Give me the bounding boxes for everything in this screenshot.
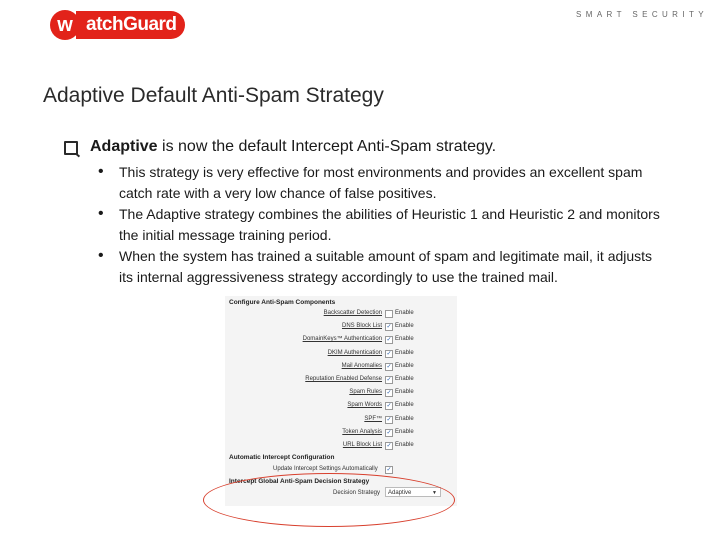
component-checkbox[interactable]: ✓ [386, 429, 392, 436]
component-row [225, 374, 457, 386]
component-checkbox[interactable]: ✓ [386, 350, 392, 357]
components-heading: Configure Anti-Spam Components [229, 299, 336, 306]
list-item [98, 204, 668, 246]
chevron-down-icon: ▼ [432, 490, 437, 496]
decision-strategy-label: Decision Strategy [333, 490, 381, 496]
component-label[interactable]: Backscatter Detection [323, 310, 382, 316]
component-label[interactable]: DKIM Authentication [327, 349, 382, 356]
update-settings-label: Update Intercept Settings Automatically [273, 466, 378, 472]
main-bullet [64, 138, 496, 156]
update-settings-checkbox[interactable]: ✓ [386, 467, 392, 473]
component-row [225, 387, 457, 399]
decision-strategy-value: Adaptive [388, 490, 412, 496]
component-label[interactable]: Spam Words [347, 402, 382, 409]
component-checkbox[interactable]: ✓ [386, 337, 392, 344]
component-row [225, 361, 457, 373]
global-strategy-heading: Intercept Global Anti-Spam Decision Strategy [229, 478, 370, 485]
enable-label: Enable [395, 402, 414, 409]
main-bullet-bold: Adaptive [90, 138, 158, 155]
component-checkbox[interactable]: ✓ [386, 363, 392, 370]
component-row [225, 400, 457, 412]
component-checkbox[interactable]: ✓ [386, 443, 392, 449]
component-label[interactable]: SPF™ [364, 415, 382, 422]
enable-label: Enable [395, 389, 414, 396]
main-bullet-rest: is now the default Intercept Anti-Spam strategy. [157, 138, 497, 155]
component-row [225, 440, 457, 452]
component-checkbox[interactable]: ✓ [386, 390, 392, 397]
component-label[interactable]: Spam Rules [349, 389, 382, 396]
component-row [225, 414, 457, 426]
enable-label: Enable [395, 362, 414, 369]
slide-title: Adaptive Default Anti-Spam Strategy [43, 84, 384, 107]
bullet-text: This strategy is very effective for most environments and provides an excellent spam catch rate with a very low chance of false positives. [119, 164, 643, 201]
tagline: SMART SECURITY [576, 10, 708, 19]
enable-label: Enable [395, 376, 414, 382]
component-row [225, 334, 457, 346]
bullet-dot-icon: • [98, 247, 104, 264]
component-label[interactable]: Reputation Enabled Defense [305, 376, 382, 382]
watchguard-logo [50, 6, 185, 44]
enable-label: Enable [395, 415, 414, 422]
bullet-dot-icon: • [98, 205, 104, 222]
component-label[interactable]: DNS Block List [341, 323, 382, 330]
highlight-oval [203, 473, 455, 527]
enable-label: Enable [395, 428, 414, 435]
list-item [98, 246, 668, 288]
component-checkbox[interactable] [385, 310, 393, 318]
component-row [225, 321, 457, 333]
enable-label: Enable [395, 323, 414, 330]
component-row [225, 308, 457, 320]
component-checkbox[interactable]: ✓ [386, 403, 392, 410]
main-bullet-text [90, 138, 496, 156]
component-label[interactable]: Mail Anomalies [341, 362, 382, 369]
sub-bullet-list [98, 162, 668, 288]
component-label[interactable]: DomainKeys™ Authentication [302, 336, 382, 343]
component-row [225, 427, 457, 439]
bullet-text: When the system has trained a suitable amount of spam and legitimate mail, it adjusts its internal aggressiveness strategy accordingly to use the trained mail. [119, 248, 653, 285]
list-item [98, 162, 668, 204]
component-checkbox[interactable]: ✓ [386, 377, 392, 383]
logo-mark: w [50, 10, 80, 40]
enable-label: Enable [395, 336, 414, 343]
logo-text: atchGuard [76, 11, 185, 39]
auto-config-heading: Automatic Intercept Configuration [229, 454, 335, 461]
enable-label: Enable [395, 349, 414, 356]
component-row [225, 348, 457, 360]
enable-label: Enable [395, 442, 414, 448]
bullet-dot-icon: • [98, 163, 104, 180]
component-label[interactable]: URL Block List [342, 442, 382, 448]
enable-label: Enable [395, 310, 414, 316]
component-checkbox[interactable]: ✓ [386, 324, 392, 331]
component-label[interactable]: Token Analysis [342, 428, 382, 435]
q-bullet-icon [64, 141, 78, 155]
bullet-text: The Adaptive strategy combines the abilities of Heuristic 1 and Heuristic 2 and monitors the initial message training period. [119, 206, 660, 243]
component-checkbox[interactable]: ✓ [386, 416, 392, 423]
